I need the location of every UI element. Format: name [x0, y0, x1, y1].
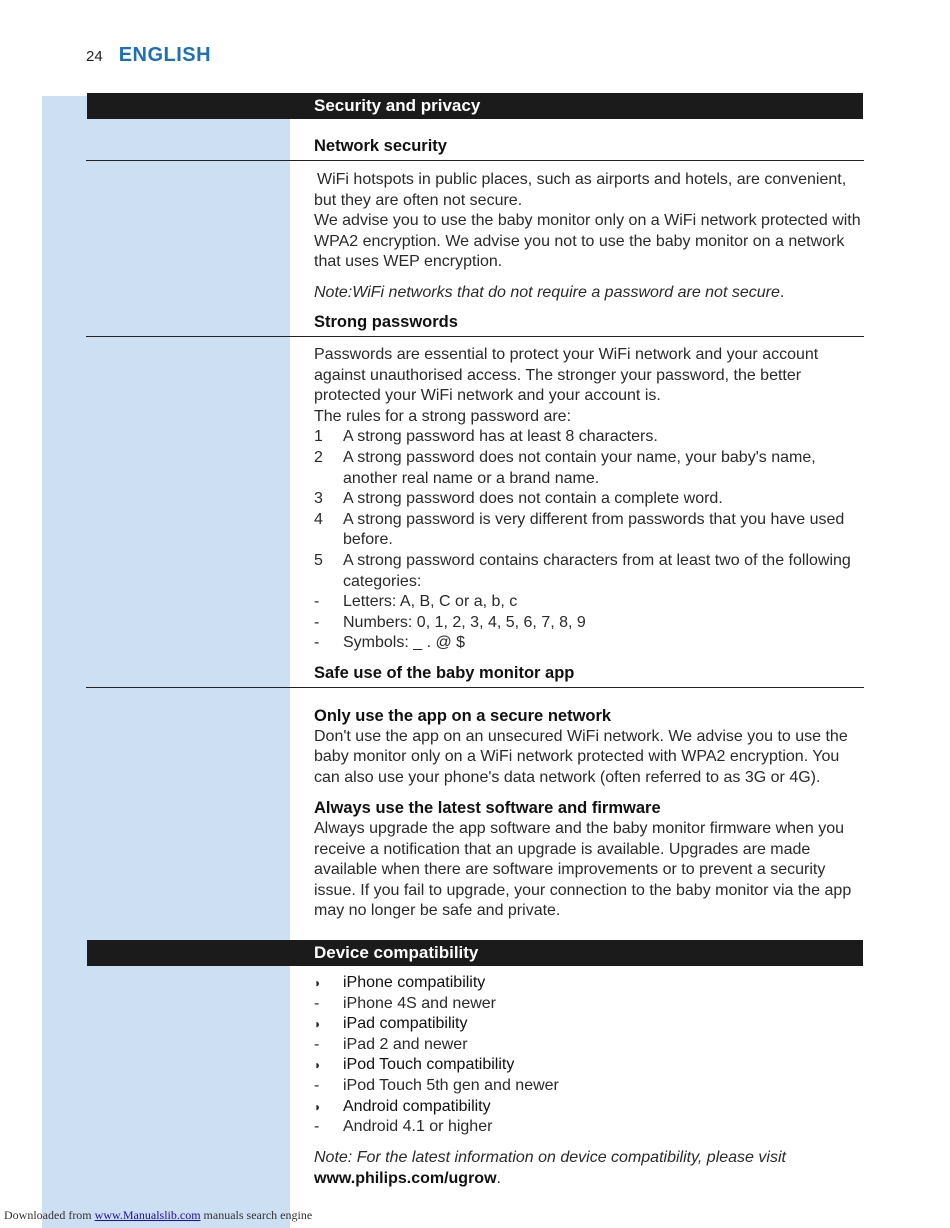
- list-marker: 4: [314, 510, 323, 528]
- philips-url[interactable]: www.philips.com/ugrow: [314, 1170, 497, 1188]
- list-text: iPad compatibility: [343, 1015, 468, 1033]
- arrow-bullet-icon: ◗: [314, 1099, 322, 1114]
- list-marker: -: [314, 994, 320, 1012]
- divider: [86, 160, 864, 161]
- manualslib-link[interactable]: www.Manualslib.com: [94, 1208, 201, 1222]
- network-security-para2: We advise you to use the baby monitor only on a WiFi network protected with WPA2 encryption. We advise you not to use the baby monitor on a network that uses WEP encryption.: [314, 212, 861, 271]
- language-title: ENGLISH: [118, 44, 212, 66]
- latest-software-text: Always upgrade the app software and the baby monitor firmware when you receive a notification that an upgrade is available. Upgrades are made available when there are software improvements or to prevent a security issue. If you fail to upgrade, your connection to the baby monitor via the app may no longer be safe and private.: [314, 819, 852, 920]
- compat-url-line: [314, 1169, 869, 1190]
- list-marker: -: [314, 593, 320, 611]
- divider: [86, 336, 864, 337]
- list-item: [314, 592, 869, 613]
- compat-body: [314, 973, 869, 1190]
- secure-network-text: Don't use the app on an unsecured WiFi network. We advise you to use the baby monitor only on a WiFi network protected with WPA2 encryption. You can also use your phone's data network (often referred to as 3G or 4G).: [314, 727, 848, 786]
- footer-prefix: Downloaded from: [4, 1208, 92, 1222]
- section-title-security: Security and privacy: [314, 96, 481, 115]
- list-marker: -: [314, 613, 320, 631]
- list-text: A strong password does not contain a complete word.: [343, 490, 723, 508]
- heading-network-security: Network security: [314, 137, 447, 155]
- compat-note: [314, 1148, 869, 1169]
- list-item: [314, 973, 869, 994]
- network-security-body: [314, 170, 869, 304]
- arrow-bullet-icon: ◗: [314, 1017, 322, 1032]
- list-text: iPhone compatibility: [343, 974, 486, 991]
- list-item: [314, 1117, 869, 1138]
- download-footer: [4, 1208, 312, 1223]
- list-item: [314, 489, 869, 510]
- list-item: [314, 1014, 869, 1035]
- list-text: A strong password has at least 8 characters.: [343, 428, 658, 446]
- sidebar-column: [42, 96, 290, 1228]
- list-text: Numbers: 0, 1, 2, 3, 4, 5, 6, 7, 8, 9: [343, 613, 586, 631]
- list-item: [314, 1076, 869, 1097]
- list-text: A strong password contains characters from at least two of the following categories:: [343, 551, 851, 590]
- list-text: iPhone 4S and newer: [343, 994, 496, 1012]
- list-item: [314, 551, 869, 592]
- arrow-bullet-icon: ◗: [314, 1058, 322, 1073]
- list-marker: 1: [314, 428, 323, 446]
- heading-strong-passwords: Strong passwords: [314, 313, 458, 331]
- url-end: .: [496, 1170, 501, 1188]
- page-header: [86, 44, 211, 67]
- list-text: iPod Touch compatibility: [343, 1056, 515, 1074]
- heading-safe-use: Safe use of the baby monitor app: [314, 664, 575, 682]
- list-text: iPad 2 and newer: [343, 1035, 468, 1053]
- network-security-note: [314, 283, 869, 304]
- list-item: [314, 633, 869, 654]
- network-security-para1: WiFi hotspots in public places, such as airports and hotels, are convenient, but they are often not secure.: [314, 171, 847, 209]
- note-text: WiFi networks that do not require a password are not secure: [352, 283, 780, 301]
- list-item: [314, 1035, 869, 1056]
- list-item: [314, 994, 869, 1015]
- section-banner-security: [87, 93, 863, 119]
- list-text: Letters: A, B, C or a, b, c: [343, 593, 518, 611]
- divider: [86, 687, 864, 688]
- list-marker: -: [314, 1076, 320, 1094]
- strong-passwords-body: [314, 345, 869, 654]
- list-item: [314, 1097, 869, 1118]
- list-item: [314, 1055, 869, 1076]
- section-title-compat: Device compatibility: [314, 943, 479, 962]
- note-end: .: [779, 283, 785, 301]
- strong-passwords-rules-intro: The rules for a strong password are:: [314, 407, 572, 425]
- list-marker: 3: [314, 490, 323, 508]
- list-marker: 5: [314, 551, 323, 569]
- note-label: Note:: [314, 1148, 353, 1166]
- list-marker: 2: [314, 448, 323, 466]
- list-marker: -: [314, 1118, 320, 1136]
- strong-passwords-intro: Passwords are essential to protect your WiFi network and your account against unauthorised access. The stronger your password, the better protected your WiFi network and your account is.: [314, 346, 819, 405]
- list-text: A strong password does not contain your name, your baby's name, another real name or a brand name.: [343, 448, 816, 487]
- list-item: [314, 427, 869, 448]
- list-marker: -: [314, 1035, 320, 1053]
- arrow-bullet-icon: ◗: [314, 976, 322, 990]
- footer-suffix: manuals search engine: [203, 1208, 313, 1222]
- list-item: [314, 448, 869, 489]
- page-number: 24: [86, 48, 103, 65]
- list-text: Android 4.1 or higher: [343, 1118, 493, 1136]
- note-text: For the latest information on device compatibility, please visit: [356, 1148, 786, 1166]
- safe-use-body: [314, 706, 869, 922]
- list-item: [314, 613, 869, 634]
- section-banner-compat: [87, 940, 863, 966]
- subheading-secure-network: Only use the app on a secure network: [314, 707, 612, 725]
- list-item: [314, 510, 869, 551]
- list-marker: -: [314, 634, 320, 652]
- list-text: Symbols: _ . @ $: [343, 634, 466, 652]
- subheading-latest-software: Always use the latest software and firmware: [314, 799, 661, 818]
- note-label: Note:: [314, 283, 353, 301]
- list-text: A strong password is very different from passwords that you have used before.: [343, 510, 845, 549]
- list-text: iPod Touch 5th gen and newer: [343, 1076, 559, 1094]
- list-text: Android compatibility: [343, 1097, 491, 1115]
